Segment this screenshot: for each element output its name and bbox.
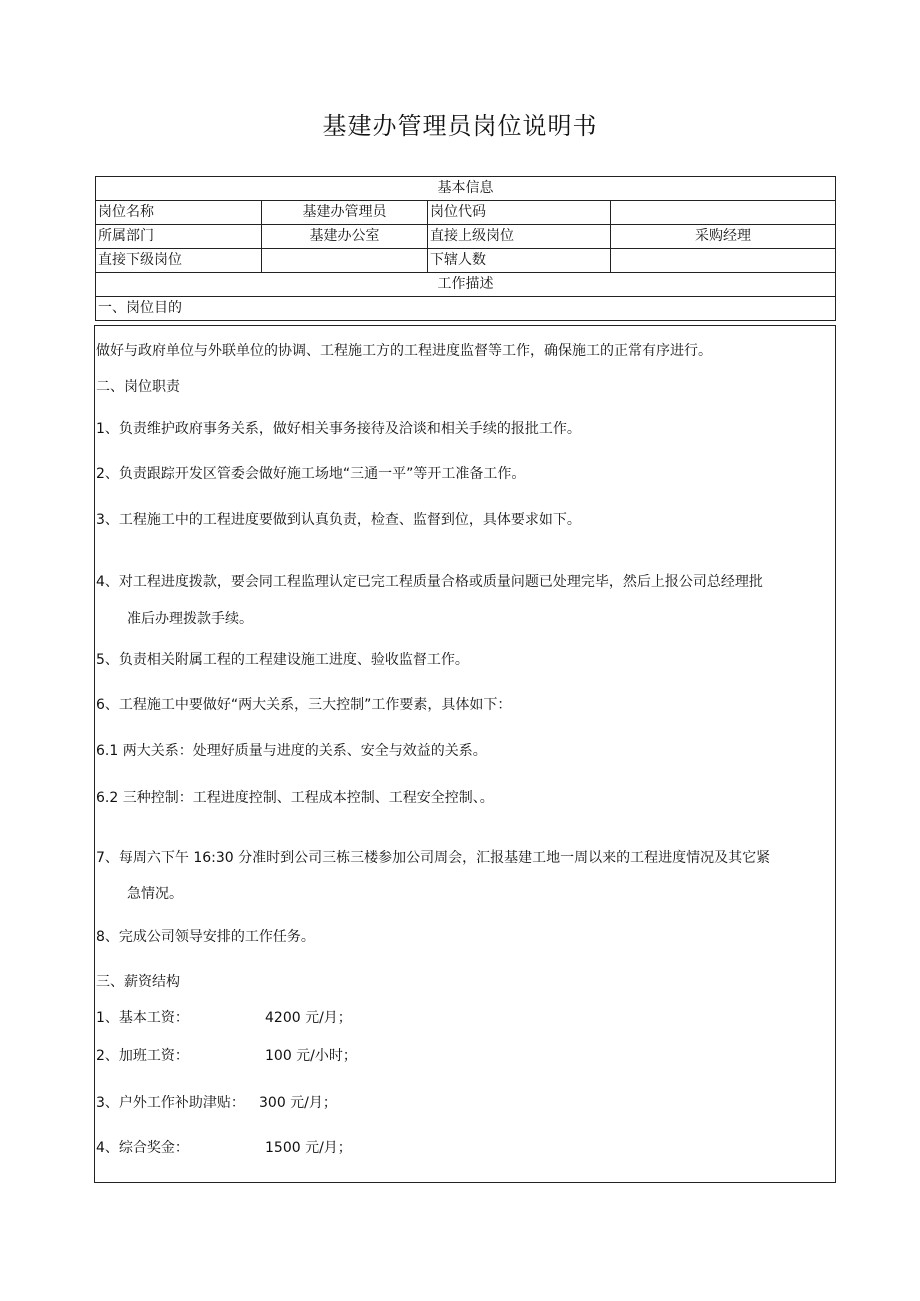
basic-info-header: 基本信息 [96, 177, 836, 201]
supervisor-value: 采购经理 [611, 225, 836, 249]
department-label: 所属部门 [96, 225, 262, 249]
salary-item-value: 100 元/小时； [265, 1048, 357, 1064]
duty-5: 5、负责相关附属工程的工程建设施工进度、验收监督工作。 [96, 652, 469, 668]
position-name-value: 基建办管理员 [262, 201, 428, 225]
salary-item-label: 2、加班工资： [96, 1048, 189, 1064]
subordinate-value [262, 249, 428, 273]
duty-2: 2、负责跟踪开发区管委会做好施工场地“三通一平”等开工准备工作。 [96, 466, 526, 482]
duties-heading: 二、岗位职责 [96, 379, 180, 395]
duty-6-1: 6.1 两大关系：处理好质量与进度的关系、安全与效益的关系。 [96, 743, 487, 759]
basic-info-table [95, 176, 836, 321]
salary-item-value: 300 元/月； [259, 1095, 337, 1111]
duty-8: 8、完成公司领导安排的工作任务。 [96, 929, 315, 945]
duty-6-2: 6.2 三种控制：工程进度控制、工程成本控制、工程安全控制、。 [96, 790, 494, 806]
duty-7-line-2: 急情况。 [127, 886, 183, 902]
duty-6: 6、工程施工中要做好“两大关系，三大控制”工作要素，具体如下： [96, 697, 512, 713]
salary-item-value: 4200 元/月； [265, 1010, 352, 1026]
salary-heading: 三、薪资结构 [96, 974, 180, 990]
salary-item-label: 3、户外工作补助津贴： [96, 1095, 245, 1111]
duty-3: 3、工程施工中的工程进度要做到认真负责，检查、监督到位，具体要求如下。 [96, 512, 581, 528]
position-code-value [611, 201, 836, 225]
duty-4-line-2: 准后办理拨款手续。 [127, 611, 253, 627]
salary-item-label: 4、综合奖金： [96, 1140, 189, 1156]
purpose-heading: 一、岗位目的 [96, 297, 836, 321]
duty-4-line-1: 4、对工程进度拨款，要会同工程监理认定已完工程质量合格或质量问题已处理完毕，然后上报公司总经理批 [96, 574, 763, 590]
work-description-header: 工作描述 [96, 273, 836, 297]
department-value: 基建办公室 [262, 225, 428, 249]
salary-item-value: 1500 元/月； [265, 1140, 352, 1156]
position-name-label: 岗位名称 [96, 201, 262, 225]
position-code-label: 岗位代码 [428, 201, 611, 225]
headcount-label: 下辖人数 [428, 249, 611, 273]
duty-1: 1、负责维护政府事务关系，做好相关事务接待及洽谈和相关手续的报批工作。 [96, 421, 581, 437]
salary-item-label: 1、基本工资： [96, 1010, 189, 1026]
document-title: 基建办管理员岗位说明书 [322, 112, 598, 140]
subordinate-label: 直接下级岗位 [96, 249, 262, 273]
headcount-value [611, 249, 836, 273]
supervisor-label: 直接上级岗位 [428, 225, 611, 249]
purpose-text: 做好与政府单位与外联单位的协调、工程施工方的工程进度监督等工作，确保施工的正常有序进行。 [96, 343, 712, 359]
duty-7-line-1: 7、每周六下午 16:30 分准时到公司三栋三楼参加公司周会，汇报基建工地一周以来的工程进度情况及其它紧 [96, 850, 771, 866]
